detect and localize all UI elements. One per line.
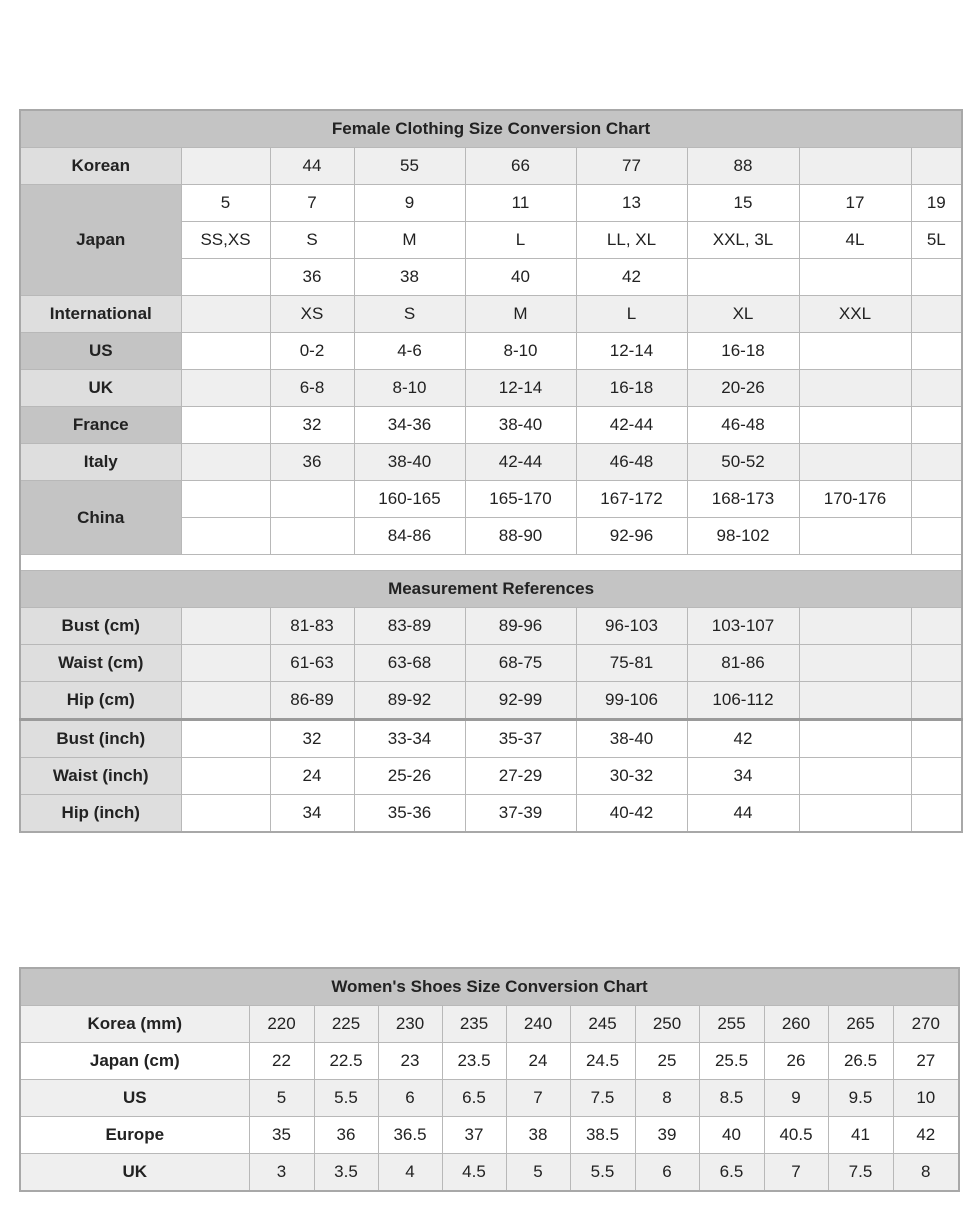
size-cell: 33-34	[354, 720, 465, 758]
size-cell: 15	[687, 185, 799, 222]
shoe-size-cell: 42	[893, 1117, 959, 1154]
size-cell	[181, 444, 270, 481]
size-cell: M	[465, 296, 576, 333]
measurement-title: Measurement References	[20, 571, 962, 608]
shoe-size-cell: 37	[442, 1117, 506, 1154]
spacer-row	[20, 555, 962, 571]
shoe-size-cell: 6	[635, 1154, 699, 1192]
size-cell: 8-10	[465, 333, 576, 370]
size-cell: 168-173	[687, 481, 799, 518]
row-label-italy: Italy	[20, 444, 181, 481]
shoe-row	[20, 1154, 959, 1192]
size-cell: 36	[270, 259, 354, 296]
shoe-size-cell: 250	[635, 1006, 699, 1043]
row-label-international: International	[20, 296, 181, 333]
size-cell: 13	[576, 185, 687, 222]
size-cell: 63-68	[354, 645, 465, 682]
shoe-size-cell: 265	[828, 1006, 893, 1043]
size-cell: 98-102	[687, 518, 799, 555]
size-cell: 160-165	[354, 481, 465, 518]
size-cell: 20-26	[687, 370, 799, 407]
shoe-size-cell: 6	[378, 1080, 442, 1117]
size-cell	[911, 370, 962, 407]
size-cell: 6-8	[270, 370, 354, 407]
shoe-row-label: Korea (mm)	[20, 1006, 249, 1043]
shoe-size-cell: 260	[764, 1006, 828, 1043]
size-cell	[911, 645, 962, 682]
shoe-size-cell: 7.5	[570, 1080, 635, 1117]
size-cell	[799, 795, 911, 833]
shoe-size-cell: 40	[699, 1117, 764, 1154]
row-label-uk: UK	[20, 370, 181, 407]
size-cell	[911, 758, 962, 795]
size-cell	[181, 333, 270, 370]
size-cell	[799, 370, 911, 407]
size-cell: 16-18	[687, 333, 799, 370]
size-cell	[181, 682, 270, 720]
shoe-size-cell: 270	[893, 1006, 959, 1043]
size-cell: 99-106	[576, 682, 687, 720]
size-cell	[687, 259, 799, 296]
shoes-chart-title: Women's Shoes Size Conversion Chart	[20, 968, 959, 1006]
shoe-size-cell: 40.5	[764, 1117, 828, 1154]
size-cell: 40-42	[576, 795, 687, 833]
shoe-size-cell: 8	[635, 1080, 699, 1117]
size-cell: XXL, 3L	[687, 222, 799, 259]
size-cell: 12-14	[465, 370, 576, 407]
size-cell	[799, 407, 911, 444]
size-row-us	[20, 333, 962, 370]
size-cell: 50-52	[687, 444, 799, 481]
shoe-size-cell: 36.5	[378, 1117, 442, 1154]
row-label-china: China	[20, 481, 181, 555]
shoe-size-cell: 7.5	[828, 1154, 893, 1192]
size-cell: 89-96	[465, 608, 576, 645]
size-cell: 92-96	[576, 518, 687, 555]
shoe-size-cell: 5	[506, 1154, 570, 1192]
size-cell: 81-86	[687, 645, 799, 682]
shoe-size-cell: 5.5	[314, 1080, 378, 1117]
size-cell	[911, 407, 962, 444]
size-cell	[799, 720, 911, 758]
size-cell: 92-99	[465, 682, 576, 720]
size-cell	[911, 682, 962, 720]
size-cell: 61-63	[270, 645, 354, 682]
size-cell	[911, 259, 962, 296]
size-cell: 8-10	[354, 370, 465, 407]
shoe-size-cell: 24.5	[570, 1043, 635, 1080]
shoe-size-cell: 235	[442, 1006, 506, 1043]
shoe-size-cell: 38.5	[570, 1117, 635, 1154]
size-cell: 84-86	[354, 518, 465, 555]
shoe-row	[20, 1117, 959, 1154]
size-cell: 30-32	[576, 758, 687, 795]
size-cell	[799, 148, 911, 185]
size-cell	[181, 720, 270, 758]
shoe-size-cell: 4.5	[442, 1154, 506, 1192]
shoe-size-cell: 240	[506, 1006, 570, 1043]
size-cell	[799, 645, 911, 682]
size-cell: 89-92	[354, 682, 465, 720]
shoe-size-cell: 10	[893, 1080, 959, 1117]
size-cell	[181, 645, 270, 682]
shoe-size-cell: 7	[764, 1154, 828, 1192]
shoe-row-label: Japan (cm)	[20, 1043, 249, 1080]
size-cell: 19	[911, 185, 962, 222]
size-cell	[911, 148, 962, 185]
size-cell	[799, 518, 911, 555]
size-row-japan	[20, 185, 962, 222]
size-cell: S	[270, 222, 354, 259]
size-row-hip-inch	[20, 795, 962, 833]
size-cell	[911, 296, 962, 333]
size-cell: SS,XS	[181, 222, 270, 259]
size-row-korean	[20, 148, 962, 185]
size-row-international	[20, 296, 962, 333]
size-cell	[270, 481, 354, 518]
size-cell	[911, 333, 962, 370]
size-cell: 42-44	[465, 444, 576, 481]
size-cell	[799, 259, 911, 296]
size-cell	[911, 518, 962, 555]
row-label-japan: Japan	[20, 185, 181, 296]
shoe-row-label: UK	[20, 1154, 249, 1192]
shoe-row-label: Europe	[20, 1117, 249, 1154]
shoe-size-cell: 3.5	[314, 1154, 378, 1192]
size-cell: 4L	[799, 222, 911, 259]
shoe-size-cell: 22	[249, 1043, 314, 1080]
shoe-size-cell: 8.5	[699, 1080, 764, 1117]
shoe-size-cell: 23.5	[442, 1043, 506, 1080]
shoe-size-cell: 5.5	[570, 1154, 635, 1192]
shoe-size-cell: 26	[764, 1043, 828, 1080]
shoe-size-cell: 36	[314, 1117, 378, 1154]
size-cell: 17	[799, 185, 911, 222]
shoe-size-cell: 27	[893, 1043, 959, 1080]
size-cell	[799, 758, 911, 795]
size-cell	[181, 518, 270, 555]
size-cell: 106-112	[687, 682, 799, 720]
spacer-cell	[20, 555, 962, 571]
shoe-size-cell: 7	[506, 1080, 570, 1117]
size-cell	[181, 370, 270, 407]
shoe-size-cell: 26.5	[828, 1043, 893, 1080]
size-cell: 37-39	[465, 795, 576, 833]
size-cell: 86-89	[270, 682, 354, 720]
size-cell: 170-176	[799, 481, 911, 518]
size-row-bust-cm	[20, 608, 962, 645]
shoes-size-chart	[19, 967, 960, 1192]
size-cell: S	[354, 296, 465, 333]
size-cell: 66	[465, 148, 576, 185]
size-cell: 55	[354, 148, 465, 185]
size-cell: 12-14	[576, 333, 687, 370]
size-cell	[911, 608, 962, 645]
shoe-size-cell: 6.5	[442, 1080, 506, 1117]
size-cell: 32	[270, 720, 354, 758]
size-cell: 81-83	[270, 608, 354, 645]
size-cell: 83-89	[354, 608, 465, 645]
size-row-bust-inch	[20, 720, 962, 758]
shoe-row	[20, 1043, 959, 1080]
size-row-hip-cm	[20, 682, 962, 720]
size-row-uk	[20, 370, 962, 407]
size-cell: 44	[270, 148, 354, 185]
size-cell: 16-18	[576, 370, 687, 407]
size-cell: 42	[576, 259, 687, 296]
size-cell	[181, 407, 270, 444]
shoe-size-cell: 24	[506, 1043, 570, 1080]
row-label-france: France	[20, 407, 181, 444]
size-cell: 32	[270, 407, 354, 444]
size-cell: 38	[354, 259, 465, 296]
size-cell: L	[465, 222, 576, 259]
shoe-size-cell: 220	[249, 1006, 314, 1043]
shoe-size-cell: 6.5	[699, 1154, 764, 1192]
clothing-size-chart	[19, 109, 963, 833]
row-label-bust_inch: Bust (inch)	[20, 720, 181, 758]
shoe-size-cell: 5	[249, 1080, 314, 1117]
shoe-size-cell: 25	[635, 1043, 699, 1080]
size-cell	[181, 758, 270, 795]
size-cell: 5L	[911, 222, 962, 259]
size-cell: 34-36	[354, 407, 465, 444]
size-cell: 34	[270, 795, 354, 833]
size-cell: 38-40	[465, 407, 576, 444]
size-cell: 11	[465, 185, 576, 222]
shoe-size-cell: 9	[764, 1080, 828, 1117]
size-cell: 25-26	[354, 758, 465, 795]
size-cell: 42-44	[576, 407, 687, 444]
size-cell: 5	[181, 185, 270, 222]
shoe-size-cell: 38	[506, 1117, 570, 1154]
shoe-size-cell: 25.5	[699, 1043, 764, 1080]
size-cell: 88	[687, 148, 799, 185]
size-cell: 167-172	[576, 481, 687, 518]
size-cell: XS	[270, 296, 354, 333]
size-cell: 75-81	[576, 645, 687, 682]
shoe-size-cell: 8	[893, 1154, 959, 1192]
size-cell: 42	[687, 720, 799, 758]
size-cell: 7	[270, 185, 354, 222]
size-cell: 77	[576, 148, 687, 185]
row-label-hip_cm: Hip (cm)	[20, 682, 181, 720]
size-cell: 24	[270, 758, 354, 795]
size-cell	[799, 682, 911, 720]
size-cell	[911, 481, 962, 518]
size-cell	[181, 795, 270, 833]
size-row-waist-cm	[20, 645, 962, 682]
size-cell: 38-40	[354, 444, 465, 481]
size-cell: XL	[687, 296, 799, 333]
size-cell	[270, 518, 354, 555]
size-cell	[181, 481, 270, 518]
size-row-waist-inch	[20, 758, 962, 795]
size-cell: M	[354, 222, 465, 259]
row-label-hip_inch: Hip (inch)	[20, 795, 181, 833]
size-cell: 46-48	[687, 407, 799, 444]
size-cell: L	[576, 296, 687, 333]
shoe-size-cell: 35	[249, 1117, 314, 1154]
measurement-header-row	[20, 571, 962, 608]
size-cell: 0-2	[270, 333, 354, 370]
shoe-size-cell: 225	[314, 1006, 378, 1043]
shoe-size-cell: 245	[570, 1006, 635, 1043]
size-cell: 68-75	[465, 645, 576, 682]
size-cell: 35-37	[465, 720, 576, 758]
shoe-size-cell: 3	[249, 1154, 314, 1192]
size-cell	[911, 720, 962, 758]
shoe-size-cell: 230	[378, 1006, 442, 1043]
size-cell: 96-103	[576, 608, 687, 645]
size-cell: 88-90	[465, 518, 576, 555]
size-cell: 46-48	[576, 444, 687, 481]
size-row-china	[20, 481, 962, 518]
size-row-france	[20, 407, 962, 444]
size-cell: 103-107	[687, 608, 799, 645]
shoe-size-cell: 4	[378, 1154, 442, 1192]
shoe-row-label: US	[20, 1080, 249, 1117]
size-cell: 34	[687, 758, 799, 795]
row-label-waist_cm: Waist (cm)	[20, 645, 181, 682]
row-label-bust_cm: Bust (cm)	[20, 608, 181, 645]
size-cell	[181, 259, 270, 296]
size-cell: 9	[354, 185, 465, 222]
size-cell	[181, 608, 270, 645]
size-cell: 35-36	[354, 795, 465, 833]
shoe-size-cell: 23	[378, 1043, 442, 1080]
size-cell: 40	[465, 259, 576, 296]
size-cell: XXL	[799, 296, 911, 333]
size-row-italy	[20, 444, 962, 481]
size-cell: 36	[270, 444, 354, 481]
shoe-size-cell: 39	[635, 1117, 699, 1154]
size-cell	[799, 608, 911, 645]
shoe-size-cell: 255	[699, 1006, 764, 1043]
size-cell	[799, 333, 911, 370]
shoe-size-cell: 22.5	[314, 1043, 378, 1080]
size-cell	[911, 795, 962, 833]
size-cell: 165-170	[465, 481, 576, 518]
shoe-size-cell: 9.5	[828, 1080, 893, 1117]
shoe-row	[20, 1080, 959, 1117]
size-cell: 27-29	[465, 758, 576, 795]
shoe-size-cell: 41	[828, 1117, 893, 1154]
size-cell	[181, 148, 270, 185]
size-cell: 38-40	[576, 720, 687, 758]
size-cell	[799, 444, 911, 481]
size-cell	[911, 444, 962, 481]
row-label-waist_inch: Waist (inch)	[20, 758, 181, 795]
size-cell	[181, 296, 270, 333]
size-cell: 4-6	[354, 333, 465, 370]
row-label-us: US	[20, 333, 181, 370]
size-cell: 44	[687, 795, 799, 833]
size-cell: LL, XL	[576, 222, 687, 259]
row-label-korean: Korean	[20, 148, 181, 185]
shoe-row	[20, 1006, 959, 1043]
clothing-chart-title: Female Clothing Size Conversion Chart	[20, 110, 962, 148]
